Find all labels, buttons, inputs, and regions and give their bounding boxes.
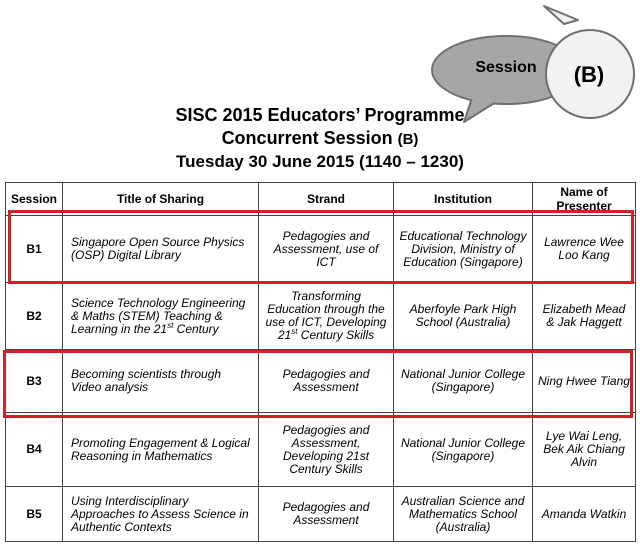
strand-text: Transforming Education through the use of ICT, Developing 21 xyxy=(265,289,387,342)
header-session: Session xyxy=(6,183,63,216)
session-code: B3 xyxy=(6,350,63,413)
strand: Pedagogies and Assessment, Developing 21st Century Skills xyxy=(259,413,394,487)
bubble-session-label: Session xyxy=(475,59,537,76)
heading-date: Tuesday 30 June 2015 (1140 – 1230) xyxy=(176,152,464,171)
session-code: B5 xyxy=(6,487,63,542)
strand xyxy=(259,283,394,350)
sharing-title: Using Interdisciplinary Approaches to Assess Science in Authentic Contexts xyxy=(63,487,259,542)
sharing-title: Singapore Open Source Physics (OSP) Digital Library xyxy=(63,216,259,283)
heading-session-letter: (B) xyxy=(397,131,419,148)
table-row xyxy=(6,283,636,350)
session-code: B1 xyxy=(6,216,63,283)
header-presenter xyxy=(533,183,636,216)
bubble-session-letter: (B) xyxy=(573,62,605,87)
header-strand: Strand xyxy=(259,183,394,216)
institution: Educational Technology Division, Ministry of Education (Singapore) xyxy=(394,216,533,283)
institution: Aberfoyle Park High School (Australia) xyxy=(394,283,533,350)
heading-concurrent-session xyxy=(0,127,640,151)
sharing-title-text: Science Technology Engineering & Maths (STEM) Teaching & Learning in the 21 xyxy=(71,295,246,336)
programme-heading xyxy=(0,104,640,172)
strand: Pedagogies and Assessment xyxy=(259,350,394,413)
table-row xyxy=(6,487,636,542)
header-presenter-line2: Presenter xyxy=(556,199,612,213)
strand: Pedagogies and Assessment xyxy=(259,487,394,542)
header-title: Title of Sharing xyxy=(63,183,259,216)
sharing-title-sup: st xyxy=(167,320,174,330)
institution: National Junior College (Singapore) xyxy=(394,350,533,413)
strand-sup: st xyxy=(291,327,298,336)
strand-end: Century Skills xyxy=(297,328,375,342)
session-code: B2 xyxy=(6,283,63,350)
institution: National Junior College (Singapore) xyxy=(394,413,533,487)
header-presenter-line1: Name of xyxy=(560,185,608,199)
presenter: Amanda Watkin xyxy=(533,487,636,542)
institution: Australian Science and Mathematics School (Australia) xyxy=(394,487,533,542)
presenter: Lye Wai Leng, Bek Aik Chiang Alvin xyxy=(533,413,636,487)
session-code: B4 xyxy=(6,413,63,487)
sharing-title-end: Century xyxy=(173,321,219,336)
presenter: Lawrence Wee Loo Kang xyxy=(533,216,636,283)
header-institution: Institution xyxy=(394,183,533,216)
table-row xyxy=(6,413,636,487)
table-row xyxy=(6,350,636,413)
presenter: Ning Hwee Tiang xyxy=(533,350,636,413)
sharing-title: Promoting Engagement & Logical Reasoning in Mathematics xyxy=(63,413,259,487)
table-row xyxy=(6,216,636,283)
sharing-title: Becoming scientists through Video analysis xyxy=(63,350,259,413)
table-header-row xyxy=(6,183,636,216)
presenter: Elizabeth Mead & Jak Haggett xyxy=(533,283,636,350)
heading-title: SISC 2015 Educators’ Programme xyxy=(175,105,465,125)
sessions-table xyxy=(5,182,636,542)
heading-concurrent-text: Concurrent Session xyxy=(221,128,398,148)
sharing-title xyxy=(63,283,259,350)
strand: Pedagogies and Assessment, use of ICT xyxy=(259,216,394,283)
